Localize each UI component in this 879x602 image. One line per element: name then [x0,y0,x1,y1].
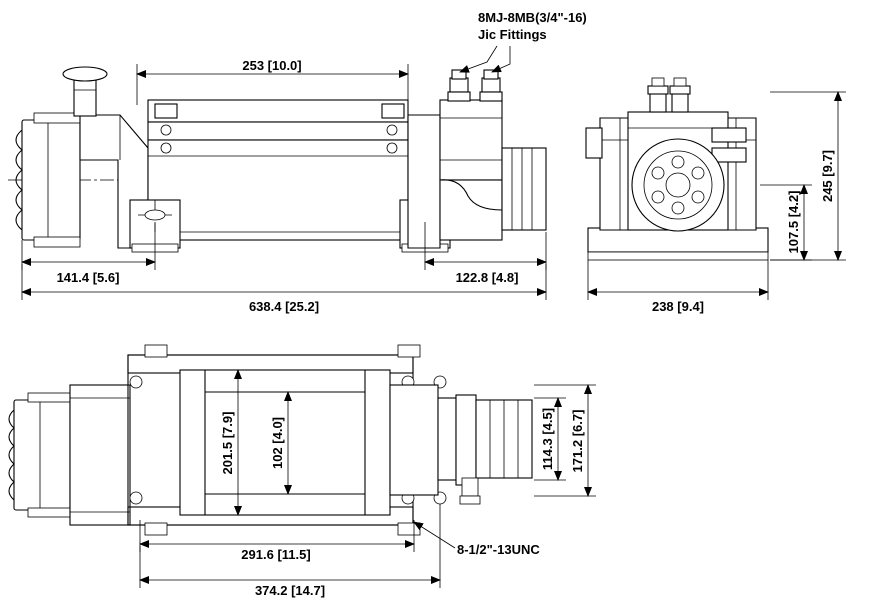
dim-label-motor-width: 114.3 [4.5] [540,407,555,471]
plan-view [9,345,596,598]
dim-label-base-depth: 171.2 [6.7] [570,409,585,473]
side-elevation-view [586,78,846,314]
plan-left-body [70,385,130,525]
note-jic-line1: 8MJ-8MB(3/4"-16) [478,10,587,25]
dim-label-base-overall-width: 374.2 [14.7] [254,583,326,598]
left-tensioner-assembly [16,113,80,247]
drum-end-flange [632,139,724,231]
dim-label-drum-flange-width: 201.5 [7.9] [220,411,235,475]
dim-drum-length [137,58,408,105]
dim-overall-width-side [588,260,768,314]
dim-label-right-mount-offset: 122.8 [4.8] [455,270,519,285]
clutch-handle [63,67,107,116]
plan-left-tensioner [9,393,70,517]
note-jic-line2: Jic Fittings [478,27,547,42]
front-elevation-view [8,10,587,314]
dim-label-left-mount-offset: 141.4 [5.6] [56,270,120,285]
dim-label-motor-center-height: 107.5 [4.2] [786,190,801,254]
dim-label-drum-barrel-width: 102 [4.0] [270,416,285,470]
drum-housing [148,100,408,240]
jic-fitting-left [448,70,470,101]
plan-gearbox [390,385,532,504]
side-left-tab [586,128,602,158]
jic-fitting-right [480,70,502,101]
note-mounting-thread: 8-1/2"-13UNC [457,542,540,557]
hydraulic-motor-assembly [408,70,546,248]
side-port-upper [712,128,746,142]
dim-label-overall-length: 638.4 [25.2] [248,299,320,314]
side-base-plate [588,228,768,252]
note-jic-fittings [478,10,587,42]
dim-label-mount-hole-spacing: 291.6 [11.5] [241,547,311,562]
side-base-lip [588,252,768,260]
dim-overall-height [770,92,846,260]
dim-motor-width [534,398,566,480]
dim-mount-hole-spacing [140,520,414,562]
dim-label-drum-length: 253 [10.0] [242,58,302,73]
jic-note-leader [460,46,510,72]
dim-label-overall-height: 245 [9.7] [820,149,835,203]
dim-label-overall-width-side: 238 [9.4] [651,299,705,314]
side-top-fittings [648,78,690,112]
